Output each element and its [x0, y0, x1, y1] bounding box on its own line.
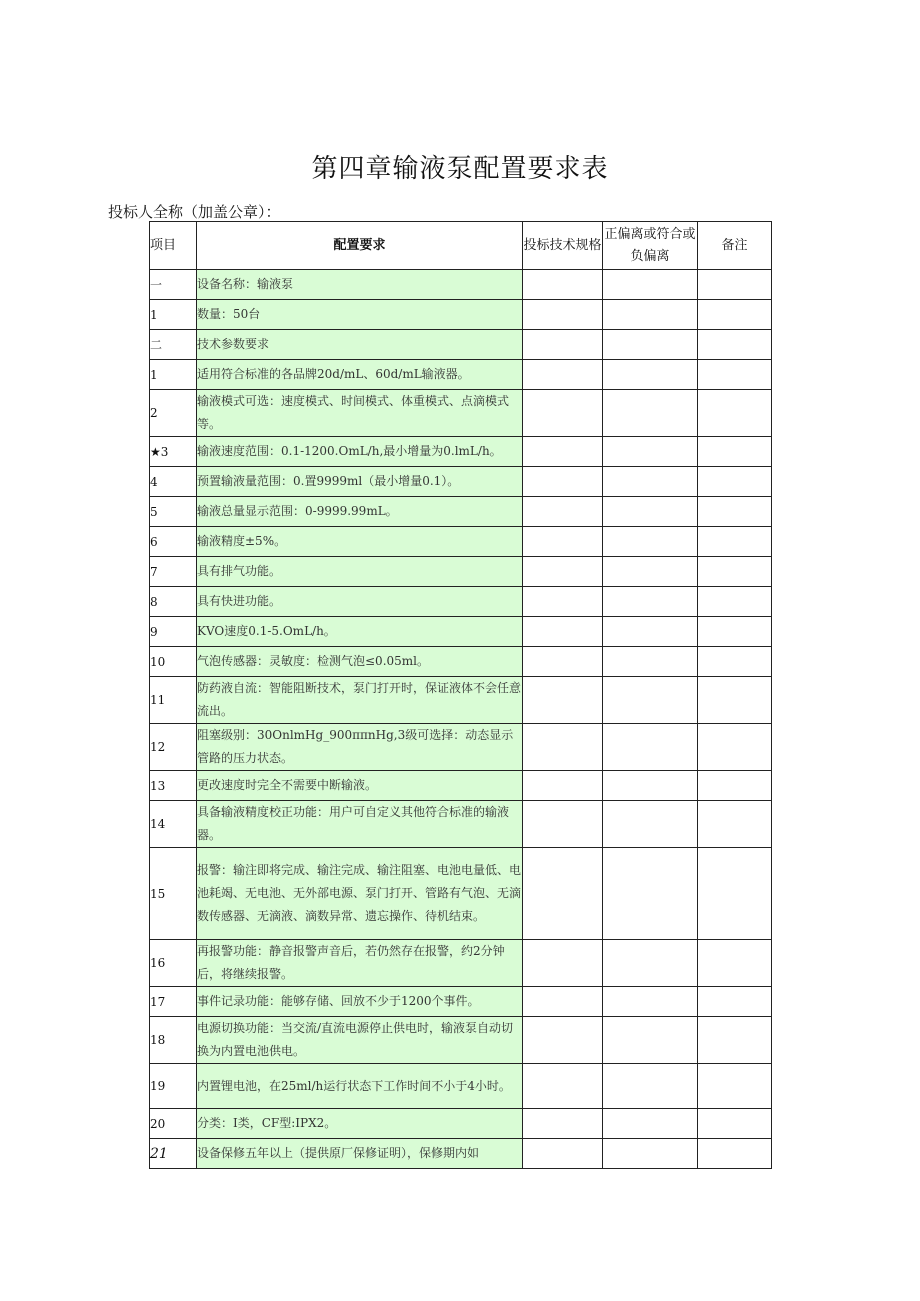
row-number: 6 — [150, 527, 197, 557]
row-number: 12 — [150, 724, 197, 771]
deviation-cell[interactable] — [603, 467, 698, 497]
deviation-cell[interactable] — [603, 1017, 698, 1064]
spec-cell[interactable] — [523, 390, 603, 437]
remark-cell[interactable] — [698, 801, 772, 848]
deviation-cell[interactable] — [603, 617, 698, 647]
deviation-cell[interactable] — [603, 1139, 698, 1169]
row-number: 18 — [150, 1017, 197, 1064]
table-row — [150, 497, 772, 527]
row-number: 15 — [150, 848, 197, 940]
spec-cell[interactable] — [523, 724, 603, 771]
table-row — [150, 1017, 772, 1064]
table-row — [150, 467, 772, 497]
deviation-cell[interactable] — [603, 300, 698, 330]
table-row — [150, 1139, 772, 1169]
spec-cell[interactable] — [523, 848, 603, 940]
requirement-cell: 输液速度范围：0.1-1200.OmL/h,最小增量为0.lmL/h。 — [197, 437, 523, 467]
row-number: 14 — [150, 801, 197, 848]
deviation-cell[interactable] — [603, 437, 698, 467]
requirement-cell: 内置锂电池，在25ml/h运行状态下工作时间不小于4小时。 — [197, 1064, 523, 1109]
requirement-cell: 输液精度±5%。 — [197, 527, 523, 557]
requirement-cell: 输液总量显示范围：0-9999.99mL。 — [197, 497, 523, 527]
deviation-cell[interactable] — [603, 801, 698, 848]
header-spec: 投标技术规格 — [523, 222, 603, 270]
spec-cell[interactable] — [523, 300, 603, 330]
table-row — [150, 437, 772, 467]
row-number: 4 — [150, 467, 197, 497]
header-deviation: 正偏离或符合或负偏离 — [603, 222, 698, 270]
spec-cell[interactable] — [523, 587, 603, 617]
spec-cell[interactable] — [523, 617, 603, 647]
table-row — [150, 1064, 772, 1109]
requirement-cell: 事件记录功能：能够存储、回放不少于1200个事件。 — [197, 987, 523, 1017]
deviation-cell[interactable] — [603, 940, 698, 987]
row-number: 21 — [150, 1139, 197, 1169]
spec-cell[interactable] — [523, 270, 603, 300]
remark-cell[interactable] — [698, 330, 772, 360]
remark-cell[interactable] — [698, 848, 772, 940]
table-row — [150, 801, 772, 848]
row-number: 16 — [150, 940, 197, 987]
remark-cell[interactable] — [698, 647, 772, 677]
deviation-cell[interactable] — [603, 1109, 698, 1139]
row-number: 1 — [150, 360, 197, 390]
row-number: 7 — [150, 557, 197, 587]
header-config: 配置要求 — [197, 222, 523, 270]
config-requirements-table — [149, 221, 772, 1169]
requirement-cell: 数量：50台 — [197, 300, 523, 330]
row-number: 17 — [150, 987, 197, 1017]
deviation-cell[interactable] — [603, 360, 698, 390]
remark-cell[interactable] — [698, 724, 772, 771]
spec-cell[interactable] — [523, 497, 603, 527]
requirement-cell: 预置输液量范围：0.置9999ml（最小增量0.1）。 — [197, 467, 523, 497]
remark-cell[interactable] — [698, 987, 772, 1017]
deviation-cell[interactable] — [603, 497, 698, 527]
requirement-cell: KVO速度0.1-5.OmL/h。 — [197, 617, 523, 647]
remark-cell[interactable] — [698, 940, 772, 987]
table-row — [150, 300, 772, 330]
spec-cell[interactable] — [523, 1064, 603, 1109]
spec-cell[interactable] — [523, 527, 603, 557]
deviation-cell[interactable] — [603, 987, 698, 1017]
spec-cell[interactable] — [523, 557, 603, 587]
requirement-cell: 电源切换功能：当交流/直流电源停止供电时，输液泵自动切换为内置电池供电。 — [197, 1017, 523, 1064]
table-row — [150, 987, 772, 1017]
deviation-cell[interactable] — [603, 677, 698, 724]
requirement-cell: 具有排气功能。 — [197, 557, 523, 587]
deviation-cell[interactable] — [603, 848, 698, 940]
remark-cell[interactable] — [698, 587, 772, 617]
remark-cell[interactable] — [698, 497, 772, 527]
deviation-cell[interactable] — [603, 270, 698, 300]
table-row — [150, 360, 772, 390]
table-row — [150, 724, 772, 771]
requirement-cell: 气泡传感器：灵敏度：检测气泡≤0.05ml。 — [197, 647, 523, 677]
table-row — [150, 617, 772, 647]
spec-cell[interactable] — [523, 360, 603, 390]
table-row — [150, 270, 772, 300]
row-number: 一 — [150, 270, 197, 300]
table-row — [150, 1109, 772, 1139]
header-row — [150, 222, 772, 270]
row-number: 8 — [150, 587, 197, 617]
table-row — [150, 848, 772, 940]
remark-cell[interactable] — [698, 360, 772, 390]
row-number: 10 — [150, 647, 197, 677]
requirement-cell: 报警：输注即将完成、输注完成、输注阻塞、电池电量低、电池耗竭、无电池、无外部电源、泵门打开、管路有气泡、无滴数传感器、无滴液、滴数异常、遗忘操作、待机结束。 — [197, 848, 523, 940]
remark-cell[interactable] — [698, 437, 772, 467]
page-title: 第四章输液泵配置要求表 — [311, 154, 609, 184]
header-item: 项目 — [150, 222, 197, 270]
requirement-cell: 设备名称：输液泵 — [197, 270, 523, 300]
row-number: 11 — [150, 677, 197, 724]
row-number: 20 — [150, 1109, 197, 1139]
header-remark: 备注 — [698, 222, 772, 270]
spec-cell[interactable] — [523, 1017, 603, 1064]
deviation-cell[interactable] — [603, 587, 698, 617]
spec-cell[interactable] — [523, 467, 603, 497]
spec-cell[interactable] — [523, 1139, 603, 1169]
row-number: 13 — [150, 771, 197, 801]
remark-cell[interactable] — [698, 1109, 772, 1139]
row-number: 2 — [150, 390, 197, 437]
requirement-cell: 更改速度时完全不需要中断输液。 — [197, 771, 523, 801]
remark-cell[interactable] — [698, 677, 772, 724]
deviation-cell[interactable] — [603, 527, 698, 557]
remark-cell[interactable] — [698, 390, 772, 437]
deviation-cell[interactable] — [603, 647, 698, 677]
spec-cell[interactable] — [523, 987, 603, 1017]
spec-cell[interactable] — [523, 940, 603, 987]
row-number: 19 — [150, 1064, 197, 1109]
remark-cell[interactable] — [698, 1139, 772, 1169]
table-row — [150, 940, 772, 987]
deviation-cell[interactable] — [603, 1064, 698, 1109]
requirement-cell: 再报警功能：静音报警声音后，若仍然存在报警，约2分钟后，将继续报警。 — [197, 940, 523, 987]
requirement-cell: 适用符合标准的各品牌20d/mL、60d/mL输液器。 — [197, 360, 523, 390]
remark-cell[interactable] — [698, 527, 772, 557]
spec-cell[interactable] — [523, 1109, 603, 1139]
requirement-cell: 设备保修五年以上（提供原厂保修证明），保修期内如 — [197, 1139, 523, 1169]
table-row — [150, 330, 772, 360]
requirement-cell: 防药液自流：智能阻断技术，泵门打开时，保证液体不会任意流出。 — [197, 677, 523, 724]
table-row — [150, 527, 772, 557]
row-number: 9 — [150, 617, 197, 647]
remark-cell[interactable] — [698, 557, 772, 587]
spec-cell[interactable] — [523, 677, 603, 724]
row-number: 二 — [150, 330, 197, 360]
requirement-cell: 技术参数要求 — [197, 330, 523, 360]
remark-cell[interactable] — [698, 300, 772, 330]
requirement-cell: 具有快进功能。 — [197, 587, 523, 617]
deviation-cell[interactable] — [603, 557, 698, 587]
table-row — [150, 771, 772, 801]
requirement-cell: 分类：I类，CF型:IPX2。 — [197, 1109, 523, 1139]
requirement-cell: 输液模式可选：速度模式、时间模式、体重模式、点滴模式等。 — [197, 390, 523, 437]
row-number: 1 — [150, 300, 197, 330]
requirement-cell: 阻塞级别：30OnlmHg_900ππnHg,3级可选择：动态显示管路的压力状态。 — [197, 724, 523, 771]
spec-cell[interactable] — [523, 771, 603, 801]
deviation-cell[interactable] — [603, 330, 698, 360]
table-row — [150, 390, 772, 437]
remark-cell[interactable] — [698, 771, 772, 801]
spec-cell[interactable] — [523, 647, 603, 677]
deviation-cell[interactable] — [603, 724, 698, 771]
row-number: 5 — [150, 497, 197, 527]
requirement-cell: 具备输液精度校正功能：用户可自定义其他符合标准的输液器。 — [197, 801, 523, 848]
remark-cell[interactable] — [698, 1017, 772, 1064]
bidder-name-label: 投标人全称（加盖公章）： — [108, 203, 281, 221]
table-row — [150, 677, 772, 724]
spec-cell[interactable] — [523, 437, 603, 467]
table-row — [150, 587, 772, 617]
spec-cell[interactable] — [523, 801, 603, 848]
deviation-cell[interactable] — [603, 771, 698, 801]
remark-cell[interactable] — [698, 467, 772, 497]
spec-cell[interactable] — [523, 330, 603, 360]
deviation-cell[interactable] — [603, 390, 698, 437]
remark-cell[interactable] — [698, 617, 772, 647]
table-row — [150, 647, 772, 677]
remark-cell[interactable] — [698, 270, 772, 300]
row-number: ★3 — [150, 437, 197, 467]
remark-cell[interactable] — [698, 1064, 772, 1109]
table-row — [150, 557, 772, 587]
